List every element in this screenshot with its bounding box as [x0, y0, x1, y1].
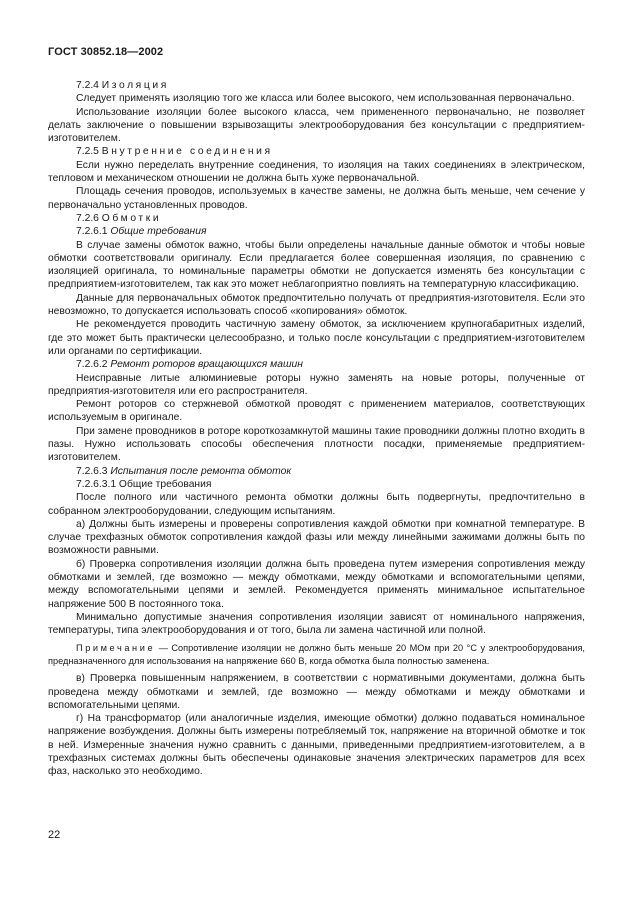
- section-heading: [48, 212, 585, 225]
- text-run: 7.2.6.3.1 Общие требования: [76, 478, 212, 490]
- paragraph: Площадь сечения проводов, используемых в качестве замены, не должна быть меньше, чем сечение у первоначально установленных проводов.: [48, 186, 585, 211]
- text-run: Испытания после ремонта обмоток: [110, 465, 292, 477]
- section-heading: [48, 358, 585, 371]
- text-run: Обмотки: [101, 212, 162, 224]
- text-run: 7.2.6.1: [76, 226, 111, 238]
- paragraph: Данные для первоначальных обмоток предпочтительно получать от предприятия-изготовителя. Если это невозможно, то допускается использовать способ «копирования» обмоток.: [48, 292, 585, 318]
- text-run: 7.2.6.2: [76, 359, 111, 371]
- section-heading: [48, 478, 585, 491]
- section-heading: [48, 145, 585, 158]
- paragraph: В случае замены обмоток важно, чтобы были определены начальные данные обмоток и чтобы новые обмотки соответствовали оригиналу. Если предлагается более совершенная изоляция, по сравнению с изоляцией оригинала, то номинальные параметры обмотки не допускается изменять без консультации с предприятием-изготовителем, так как это может неблагоприятно повлиять на температурную классификацию.: [48, 239, 585, 291]
- text-run: Общие требования: [110, 226, 207, 238]
- text-run: Примечание: [76, 643, 156, 654]
- section-heading: [48, 465, 585, 478]
- paragraph: б) Проверка сопротивления изоляции должна быть проведена путем измерения сопротивления между обмотками и землей, где возможно — между обмотками, между обмотками и вспомогательными цепями, между вспомогательными цепями и землей. Рекомендуется применять минимальное испытательное напряжение 500 В постоянного тока.: [48, 558, 585, 610]
- text-run: Изоляция: [101, 80, 169, 91]
- paragraph: При замене проводников в роторе короткозамкнутой машины такие проводники должны плотно входить в пазы. Нужно использовать способы обеспечения плотности посадки, применяемые предприятием-изготовителем.: [48, 425, 585, 464]
- paragraph: Если нужно переделать внутренние соединения, то изоляция на таких соединениях в электрическом, тепловом и механическом отношении не должна быть хуже первоначальной.: [48, 159, 585, 185]
- paragraph: а) Должны быть измерены и проверены сопротивления каждой обмотки при комнатной температуре. В случае трехфазных обмоток сопротивления каждой фазы или между линейными зажимами должны быть по возможности равными.: [48, 518, 585, 557]
- document-body: [48, 79, 585, 779]
- paragraph: Минимально допустимые значения сопротивления изоляции зависят от номинального напряжения, температуры, типа электрооборудования и от того, была ли замена частичной или полной.: [48, 611, 585, 637]
- paragraph: Использование изоляции более высокого класса, чем примененного первоначально, не позволяет делать заключение о повышении взрывозащиты электрооборудования без консультации с предприятием-изготовителем.: [48, 106, 585, 145]
- page-number: 22: [48, 829, 61, 841]
- paragraph: г) На трансформатор (или аналогичные изделия, имеющие обмотки) должно подаваться номинальное напряжение возбуждения. Должны быть измерены потребляемый ток, напряжение на вторичной обмотке и ток в ней. Измеренные значения нужно сравнить с данными, приведенными предприятием-изготовителем, а в трехфазных системах должны быть обеспечены одинаковые значения электрических параметров для всех фаз, насколько это необходимо.: [48, 713, 585, 778]
- text-run: Внутренние соединения: [101, 146, 273, 158]
- section-heading: [48, 79, 585, 92]
- note-paragraph: [48, 642, 585, 667]
- paragraph: После полного или частичного ремонта обмотки должны быть подвергнуты, предпочтительно в собранном электрооборудовании, следующим испытаниям.: [48, 492, 585, 517]
- text-run: Ремонт роторов вращающихся машин: [110, 359, 303, 371]
- paragraph: Неисправные литые алюминиевые роторы нужно заменять на новые роторы, полученные от предприятия-изготовителя или его распространителя.: [48, 372, 585, 397]
- paragraph: Не рекомендуется проводить частичную замену обмоток, за исключением крупногабаритных изделий, где это может быть практически целесообразно, и только после консультации с предприятием-изготовителем или органами по сертификации.: [48, 319, 585, 357]
- text-run: 7.2.4: [76, 80, 102, 91]
- paragraph: Следует применять изоляцию того же класса или более высокого, чем использованная первоначально.: [76, 93, 575, 105]
- text-run: — Сопротивление изоляции не должно быть меньше 20 МОм при 20 °С у электрооборудования, предназначенного для использования на напряжение 660 В, когда обмотка была полностью заменена.: [48, 643, 585, 666]
- document-header: ГОСТ 30852.18—2002: [48, 46, 164, 58]
- paragraph: Ремонт роторов со стержневой обмоткой проводят с применением материалов, соответствующих используемым в оригинале.: [48, 399, 585, 424]
- paragraph: в) Проверка повышенным напряжением, в соответствии с нормативными документами, должна быть проведена между обмотками и землей, где возможно — между обмотками и между обмотками и вспомогательными цепями.: [48, 673, 585, 711]
- text-run: 7.2.5: [76, 146, 102, 158]
- text-run: 7.2.6: [76, 212, 102, 224]
- section-heading: [48, 225, 585, 238]
- text-run: 7.2.6.3: [76, 465, 111, 477]
